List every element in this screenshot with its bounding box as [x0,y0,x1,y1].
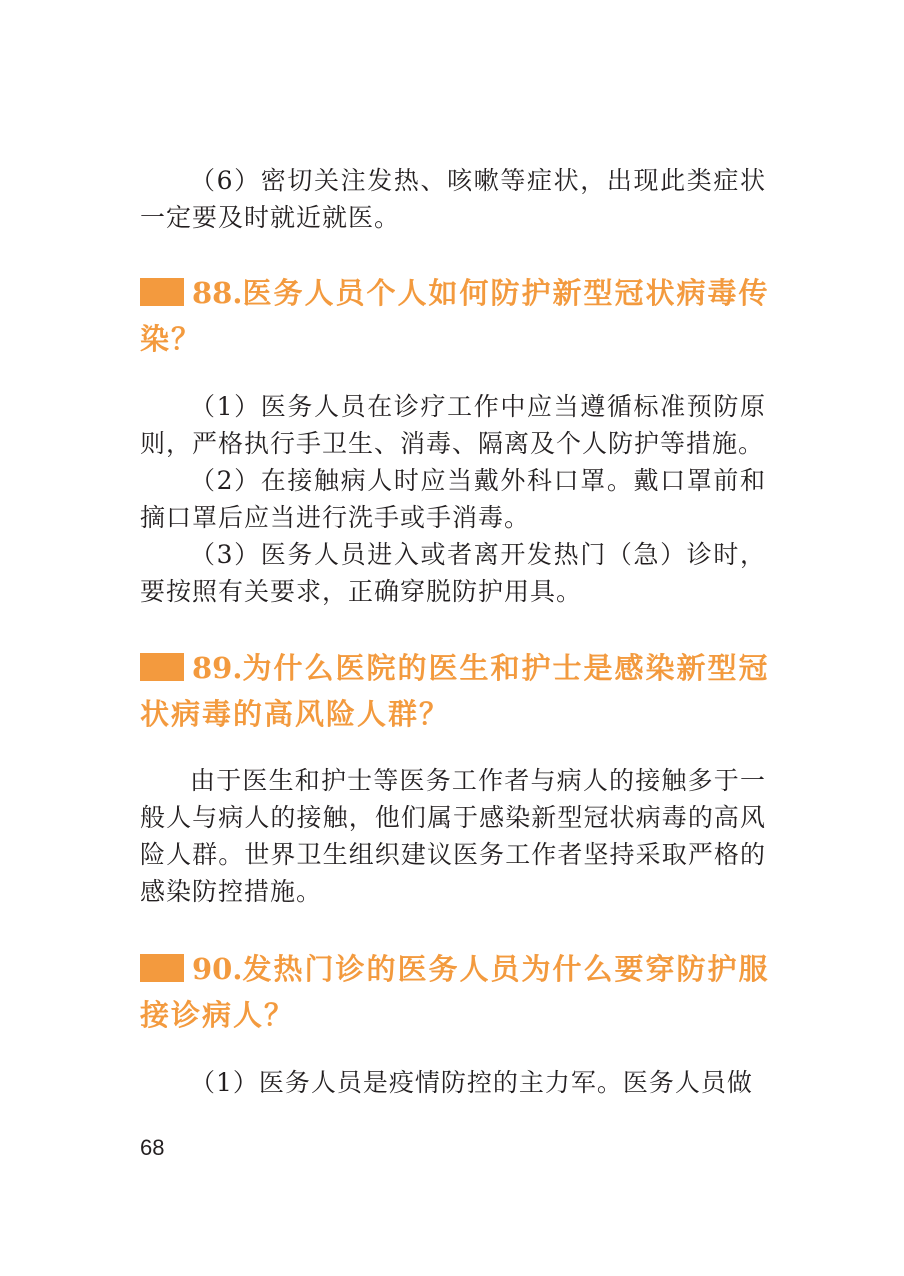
heading-number: 90. [192,952,243,986]
heading-marker-bar [140,653,184,681]
paragraph-surgical-mask: （2）在接触病人时应当戴外科口罩。戴口罩前和摘口罩后应当进行洗手或手消毒。 [140,466,766,532]
heading-marker-bar [140,278,184,306]
section-heading-89 [140,645,770,737]
section-heading-88 [140,270,770,362]
paragraph-high-risk-group: 由于医生和护士等医务工作者与病人的接触多于一般人与病人的接触，他们属于感染新型冠状病毒的高风险人群。世界卫生组织建议医务工作者坚持采取严格的感染防控措施。 [140,766,766,906]
heading-text: 发热门诊的医务人员为什么要穿防护服接诊病人？ [140,952,770,1032]
paragraph-standard-precautions: （1）医务人员在诊疗工作中应当遵循标准预防原则，严格执行手卫生、消毒、隔离及个人防护等措施。 [140,392,766,458]
heading-number: 89. [192,651,243,685]
heading-number: 88. [192,276,243,310]
heading-marker-bar [140,954,184,982]
heading-text: 医务人员个人如何防护新型冠状病毒传染？ [140,276,770,356]
paragraph-symptom-watch: （6）密切关注发热、咳嗽等症状，出现此类症状一定要及时就近就医。 [140,166,766,232]
paragraph-main-force: （1）医务人员是疫情防控的主力军。医务人员做 [190,1068,753,1097]
paragraph-fever-clinic-gear: （3）医务人员进入或者离开发热门（急）诊时，要按照有关要求，正确穿脱防护用具。 [140,540,766,606]
page-number: 68 [140,1135,165,1160]
heading-text: 为什么医院的医生和护士是感染新型冠状病毒的高风险人群？ [140,651,770,731]
section-heading-90 [140,946,770,1038]
